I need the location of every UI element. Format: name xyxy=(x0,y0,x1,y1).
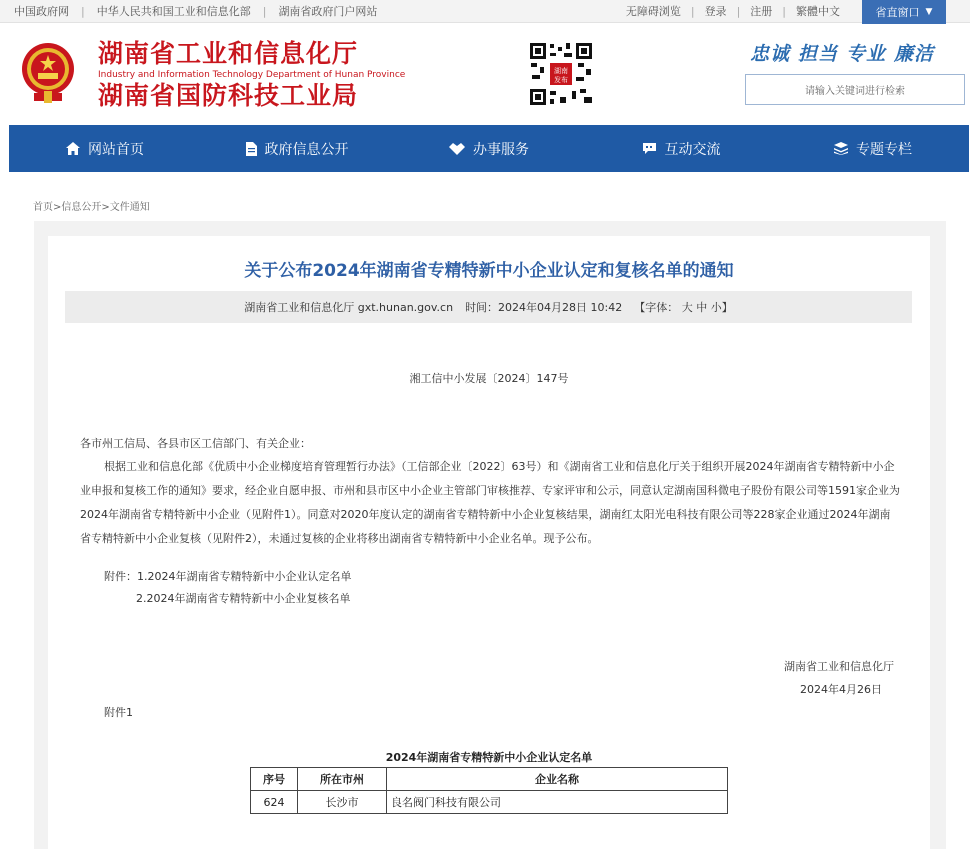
meta-time: 时间：2024年04月28日 10:42 xyxy=(465,301,623,314)
site-title-primary: 湖南省工业和信息化厅 xyxy=(98,39,359,68)
meta-source: 湖南省工业和信息化厅 gxt.hunan.gov.cn xyxy=(244,301,454,314)
separator: | xyxy=(262,4,267,18)
nav-label: 办事服务 xyxy=(473,141,529,158)
nav-item-services[interactable] xyxy=(393,125,585,172)
provincial-portal-button[interactable] xyxy=(862,0,946,24)
home-icon xyxy=(66,142,80,155)
accessibility-link[interactable]: 无障碍浏览 xyxy=(625,5,681,18)
user-links xyxy=(626,0,840,22)
site-title-english: Industry and Information Technology Department of Hunan Province xyxy=(98,70,406,80)
separator: | xyxy=(782,4,786,18)
nav-label: 互动交流 xyxy=(664,141,721,158)
article-title: 关于公布2024年湖南省专精特新中小企业认定和复核名单的通知 xyxy=(244,261,734,281)
document-number: 湘工信中小发展〔2024〕147号 xyxy=(409,372,569,385)
nav-item-topics[interactable] xyxy=(777,125,969,172)
link-miit[interactable]: 中华人民共和国工业和信息化部 xyxy=(96,5,251,18)
slogan-word: 专业 xyxy=(846,43,887,65)
login-link[interactable]: 登录 xyxy=(704,5,727,18)
attachment-2-link[interactable]: 2.2024年湖南省专精特新中小企业复核名单 xyxy=(136,592,351,605)
external-links xyxy=(14,0,377,22)
svg-text:湖南: 湖南 xyxy=(554,67,568,75)
site-header xyxy=(0,23,970,125)
article-panel xyxy=(48,236,930,849)
site-title-secondary: 湖南省国防科技工业局 xyxy=(98,81,359,110)
nav-item-gov-info[interactable] xyxy=(201,125,393,172)
traditional-chinese-link[interactable]: 繁體中文 xyxy=(796,5,840,18)
site-title-block xyxy=(98,39,405,111)
header-no: 序号 xyxy=(251,768,298,791)
cell-no: 624 xyxy=(251,791,298,814)
table-row xyxy=(251,791,728,814)
main-nav xyxy=(9,125,969,172)
attachment-label: 附件1 xyxy=(104,706,133,719)
addressee: 各市州工信局、各县市区工信部门、有关企业： xyxy=(80,437,311,450)
national-emblem-icon xyxy=(20,41,76,105)
document-icon xyxy=(246,142,257,156)
search-input[interactable]: 请输入关键词进行检索 xyxy=(745,74,965,105)
slogan-word: 忠诚 xyxy=(750,43,791,65)
attachment-1-link[interactable]: 附件：1.2024年湖南省专精特新中小企业认定名单 xyxy=(104,570,352,583)
handshake-icon xyxy=(449,143,465,155)
font-size-control[interactable]: 【字体： 大 中 小】 xyxy=(634,301,733,314)
register-link[interactable]: 注册 xyxy=(750,5,773,18)
portal-button-label: 省直窗口 xyxy=(875,6,920,19)
header-name: 企业名称 xyxy=(387,768,728,791)
separator: | xyxy=(736,4,741,18)
table-header-row xyxy=(251,768,728,791)
link-gov-portal[interactable]: 中国政府网 xyxy=(14,5,69,18)
article-meta xyxy=(65,291,912,323)
cell-name: 良名阀门科技有限公司 xyxy=(387,791,728,814)
header-city: 所在市州 xyxy=(298,768,387,791)
svg-text:发布: 发布 xyxy=(554,76,568,84)
triangle-down-icon: ▼ xyxy=(925,7,933,17)
link-hunan-portal[interactable]: 湖南省政府门户网站 xyxy=(278,5,378,18)
separator: | xyxy=(81,4,85,18)
nav-label: 专题专栏 xyxy=(856,141,912,158)
layers-icon xyxy=(834,142,848,155)
nav-item-interaction[interactable] xyxy=(585,125,777,172)
chat-icon xyxy=(642,142,657,155)
body-paragraph: 根据工业和信息化部《优质中小企业梯度培育管理暂行办法》（工信部企业〔2022〕63号）和《湖南省工业和信息化厅关于组织开展2024年湖南省专精特新中小企业申报和复核工作的通知》要求，经企业自愿申报、市州和县市区中小企业主管部门审核推荐、专家评审和公示，同意认定湖南国科微电子股份有限公司等1591家企业为2024年湖南省专精特新中小企业（见附件1）。同意对2020年度认定的湖南省专精特新中小企业复核结果，湖南红太阳光电科技有限公司等228家企业通过2024年湖南省专精特新中小企业复核（见附件2），未通过复核的企业将移出湖南省专精特新中小企业名单。现予公布。 xyxy=(80,460,900,545)
issuer-signature: 湖南省工业和信息化厅 xyxy=(784,660,894,673)
cell-city: 长沙市 xyxy=(298,791,387,814)
nav-label: 网站首页 xyxy=(88,141,144,158)
nav-label: 政府信息公开 xyxy=(264,141,349,158)
nav-item-home[interactable] xyxy=(9,125,201,172)
table-title: 2024年湖南省专精特新中小企业认定名单 xyxy=(385,751,593,764)
slogan xyxy=(750,39,942,66)
enterprise-table xyxy=(250,767,728,814)
slogan-word: 担当 xyxy=(798,43,839,65)
separator: | xyxy=(690,4,695,18)
breadcrumb[interactable]: 首页>信息公开>文件通知 xyxy=(33,202,150,213)
top-utility-bar xyxy=(0,0,970,23)
qr-code-icon xyxy=(528,41,594,107)
slogan-word: 廉洁 xyxy=(894,43,935,65)
issue-date: 2024年4月26日 xyxy=(800,683,882,696)
